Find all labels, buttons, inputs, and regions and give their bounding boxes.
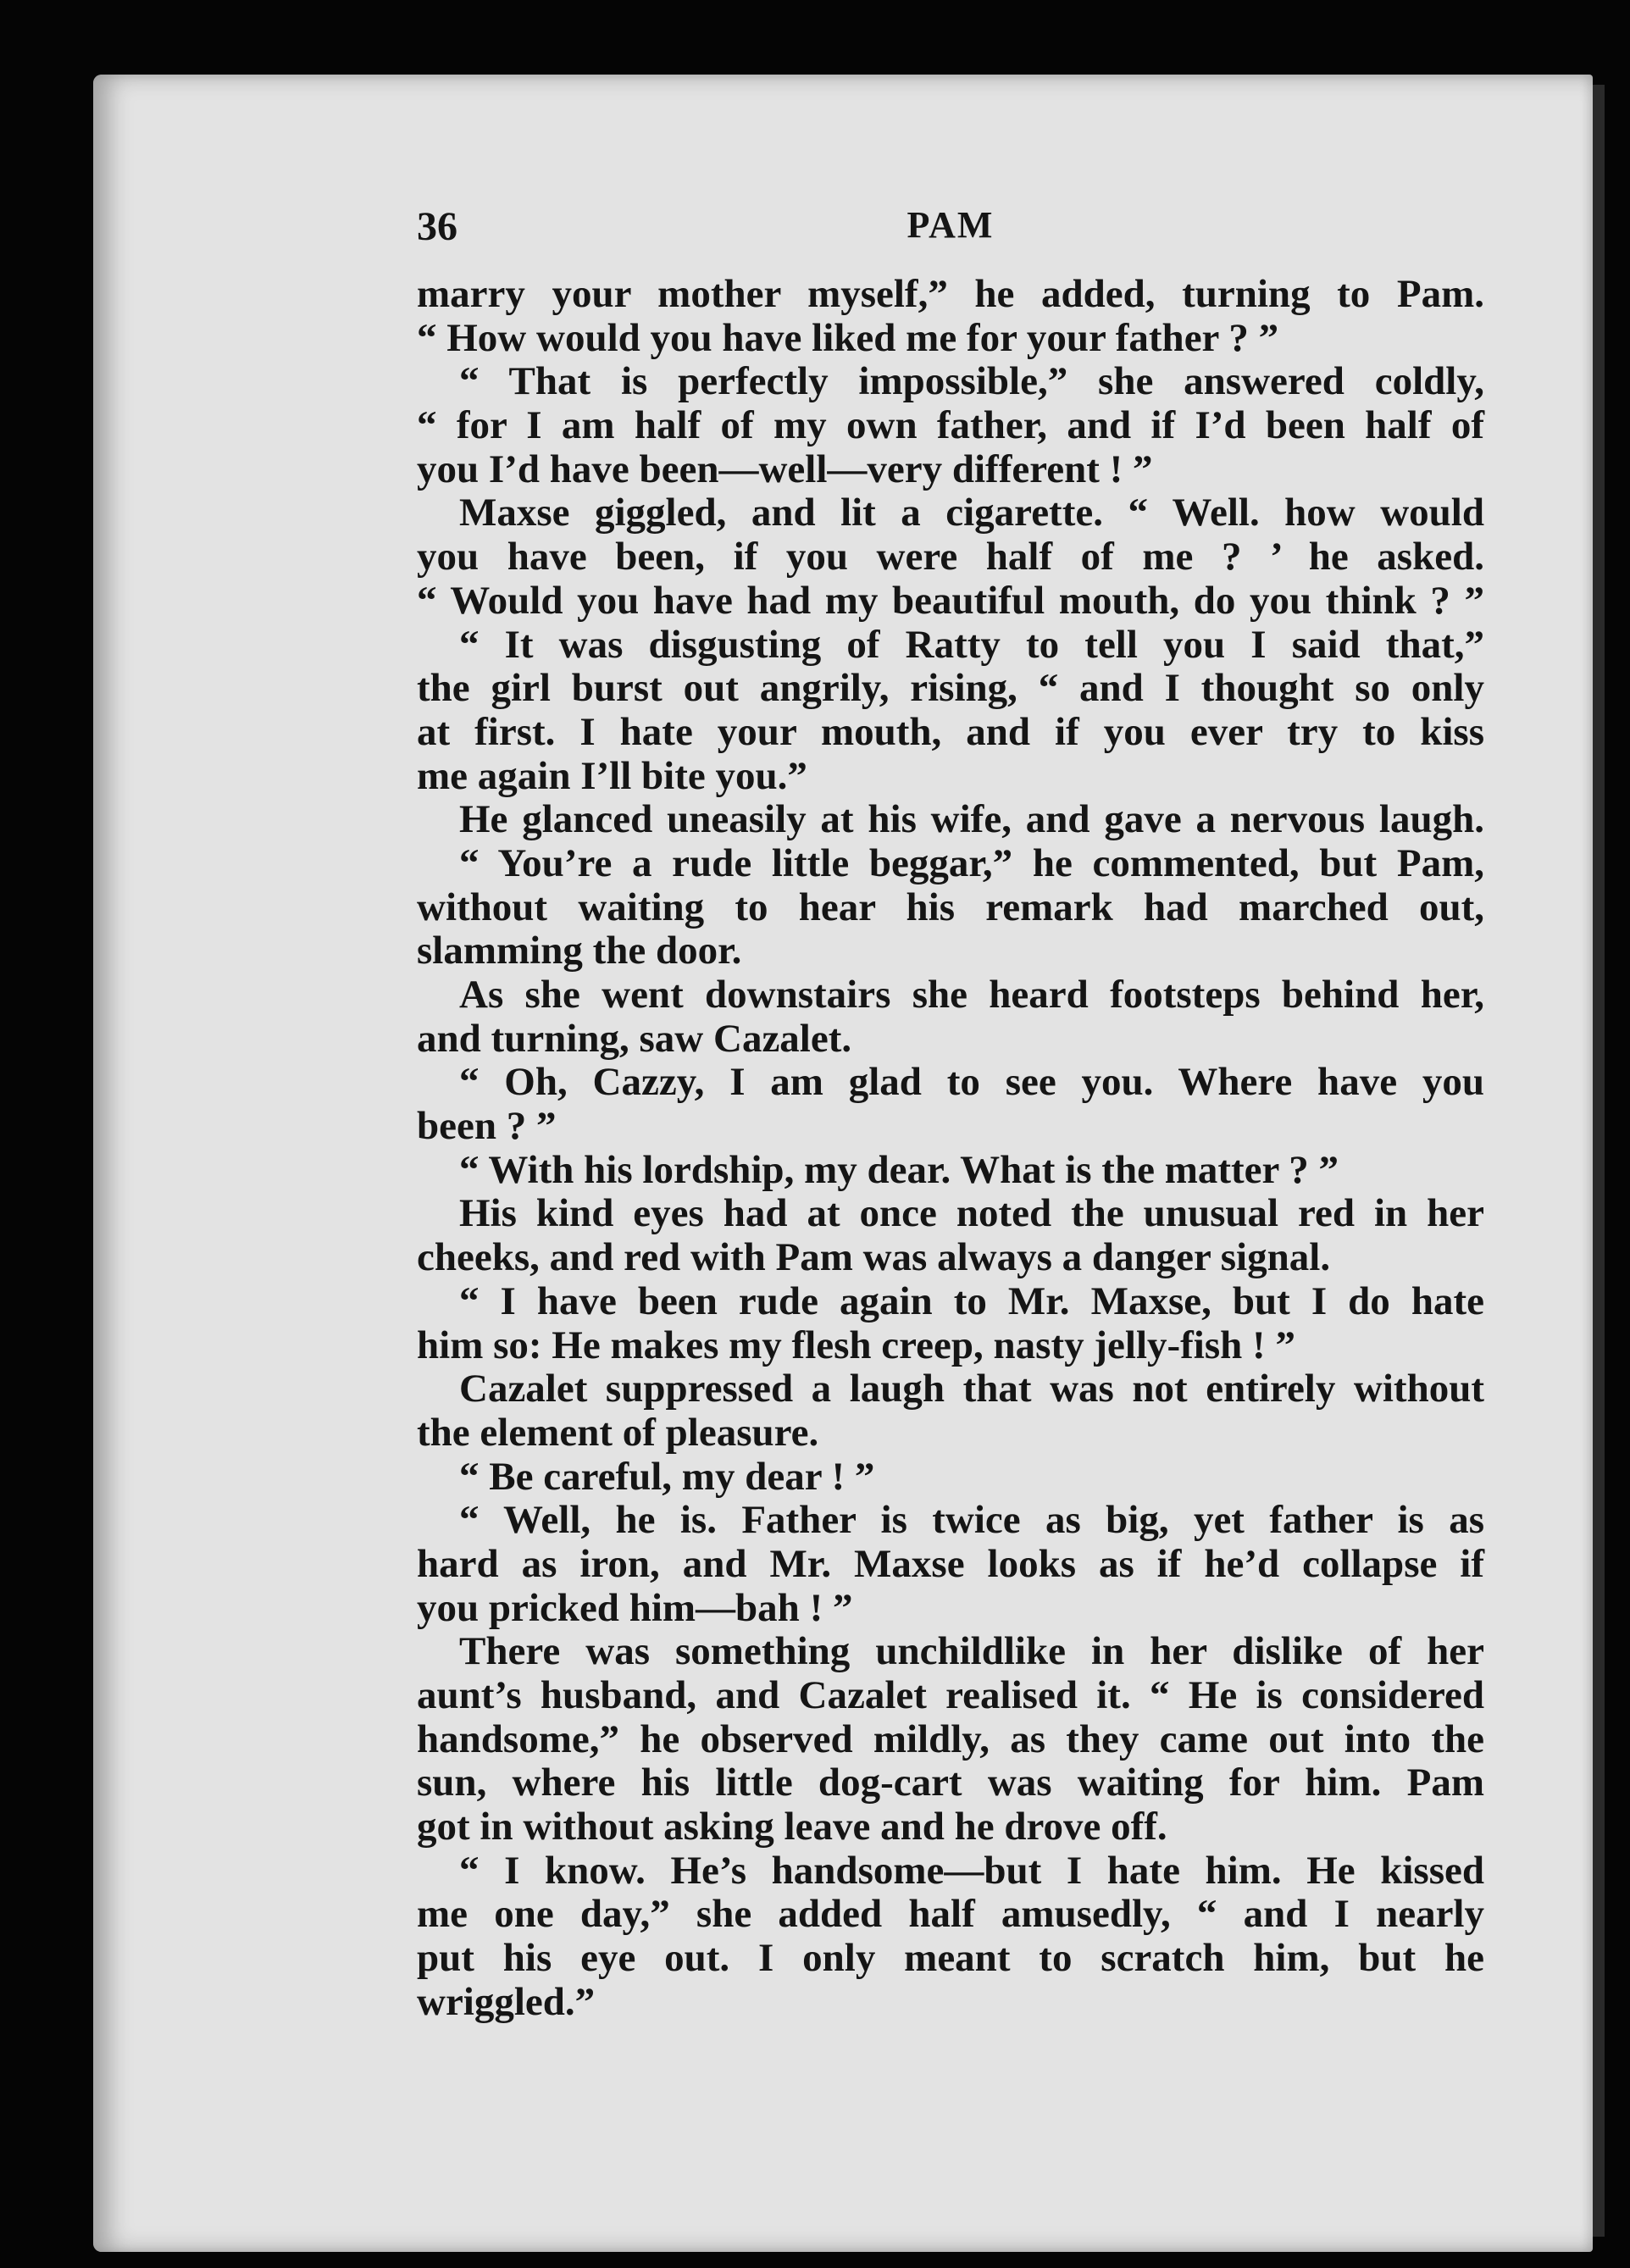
text-line: “ I have been rude again to Mr. Maxse, but I do hate: [459, 1278, 1484, 1323]
text-line: him so: He makes my flesh creep, nasty jelly-fish ! ”: [417, 1323, 1295, 1367]
text-line: As she went downstairs she heard footsteps behind her,: [459, 973, 1484, 1017]
text-line: “ That is perfectly impossible,” she answered coldly,: [459, 359, 1484, 404]
text-line: you have been, if you were half of me ? ’ he asked.: [417, 535, 1484, 579]
text-line: you I’d have been—well—very different ! ”: [417, 446, 1153, 491]
running-head: PAM: [906, 204, 995, 246]
text-line: and turning, saw Cazalet.: [417, 1016, 852, 1061]
text-line: His kind eyes had at once noted the unusual red in her: [459, 1191, 1484, 1236]
page-header: [417, 203, 1484, 273]
text-line: “ You’re a rude little beggar,” he commented, but Pam,: [459, 840, 1484, 885]
page-number: 36: [417, 204, 457, 249]
text-line: “ Well, he is. Father is twice as big, yet father is as: [459, 1498, 1484, 1543]
text-line: “ I know. He’s handsome—but I hate him. He kissed: [459, 1848, 1484, 1893]
text-line: at first. I hate your mouth, and if you ever try to kiss: [417, 709, 1484, 754]
text-line: hard as iron, and Mr. Maxse looks as if he’d collapse if: [417, 1541, 1484, 1586]
text-line: put his eye out. I only meant to scratch him, but he: [417, 1936, 1484, 1981]
text-line: “ Be careful, my dear ! ”: [459, 1454, 875, 1499]
text-line: “ Would you have had my beautiful mouth, do you think ? ”: [417, 578, 1484, 623]
text-line: cheeks, and red with Pam was always a danger signal.: [417, 1235, 1331, 1280]
page-text-block: [417, 203, 1484, 2025]
text-line: been ? ”: [417, 1104, 557, 1149]
page-right-edge: [1593, 85, 1605, 2237]
text-line: slamming the door.: [417, 929, 742, 973]
text-line: “ It was disgusting of Ratty to tell you I said that,”: [459, 622, 1484, 667]
text-line: got in without asking leave and he drove off.: [417, 1805, 1167, 1849]
text-line: you pricked him—bah ! ”: [417, 1585, 853, 1630]
text-line: “ Oh, Cazzy, I am glad to see you. Where have you: [459, 1060, 1484, 1105]
text-line: without waiting to hear his remark had marched out,: [417, 884, 1484, 929]
text-line: “ for I am half of my own father, and if I’d been half of: [417, 403, 1484, 448]
body-text: [417, 273, 1484, 2025]
text-line: aunt’s husband, and Cazalet realised it. “ He is considered: [417, 1673, 1484, 1717]
text-line: me one day,” she added half amusedly, “ and I nearly: [417, 1892, 1484, 1937]
text-line: Maxse giggled, and lit a cigarette. “ Well. how would: [459, 491, 1484, 535]
text-line: me again I’ll bite you.”: [417, 753, 807, 798]
text-line: Cazalet suppressed a laugh that was not entirely without: [459, 1367, 1484, 1411]
text-line: He glanced uneasily at his wife, and gave a nervous laugh.: [459, 797, 1484, 842]
text-line: the element of pleasure.: [417, 1410, 819, 1455]
text-line: “ How would you have liked me for your father ? ”: [417, 315, 1279, 360]
text-line: handsome,” he observed mildly, as they came out into the: [417, 1716, 1484, 1761]
text-line: “ With his lordship, my dear. What is the matter ? ”: [459, 1147, 1339, 1192]
text-line: wriggled.”: [417, 1979, 596, 2024]
text-line: There was something unchildlike in her dislike of her: [459, 1629, 1484, 1674]
text-line: the girl burst out angrily, rising, “ and I thought so only: [417, 666, 1484, 711]
text-line: sun, where his little dog-cart was waiting for him. Pam: [417, 1761, 1484, 1805]
text-line: marry your mother myself,” he added, turning to Pam.: [417, 272, 1484, 316]
